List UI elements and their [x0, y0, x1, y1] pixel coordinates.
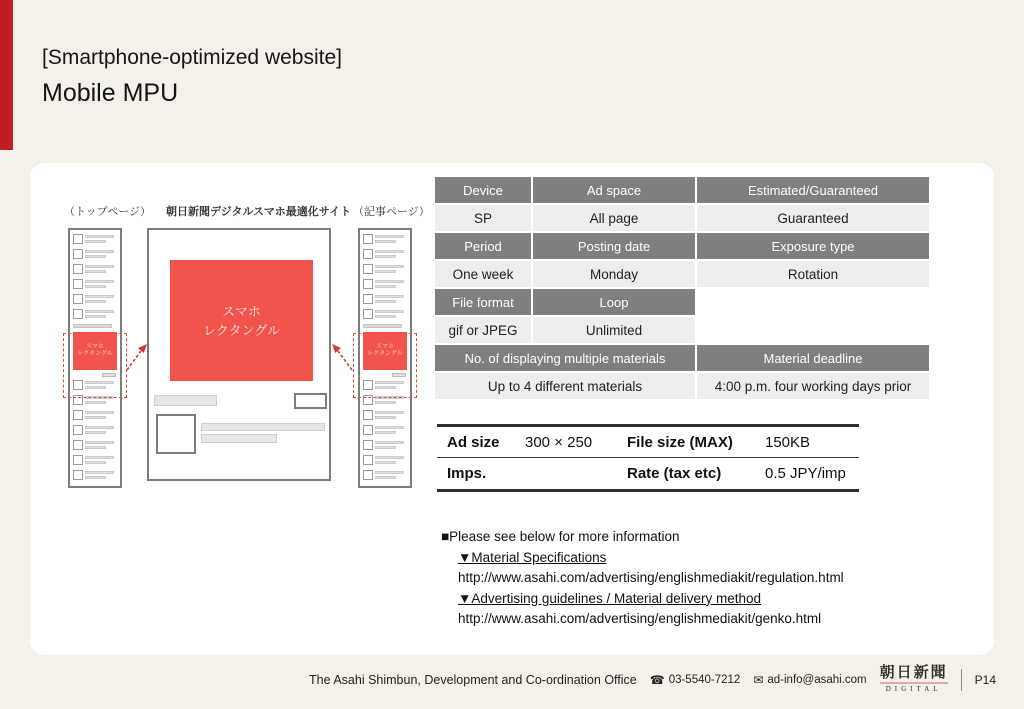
- wireframe-thumb-square: [363, 470, 373, 480]
- spec-value-cell: SP: [435, 205, 531, 231]
- mobile-rectangle-ad-center: [170, 260, 313, 381]
- wireframe-text-lines: [375, 294, 407, 303]
- wireframe-small-bar: [392, 373, 406, 377]
- label-article-page: （記事ページ）: [353, 206, 430, 218]
- wireframe-text-lines: [85, 440, 117, 449]
- wireframe-small-bar: [102, 373, 116, 377]
- ad-label-line2: レクタングル: [77, 351, 113, 357]
- spec-value-cell: Unlimited: [533, 317, 695, 343]
- wireframe-list-item: [363, 247, 407, 262]
- wireframe-text-lines: [375, 309, 407, 318]
- spec-value-cell: gif or JPEG: [435, 317, 531, 343]
- wireframe-section-bar: [363, 324, 402, 328]
- wireframe-list-item: [363, 262, 407, 277]
- advertising-guidelines-link[interactable]: ▼Advertising guidelines / Material delivery method: [458, 590, 762, 606]
- wireframe-list-item: [73, 408, 117, 423]
- wireframe-list-item: [73, 262, 117, 277]
- title-subtitle: [Smartphone-optimized website]: [42, 46, 342, 69]
- wireframe-list-item: [363, 468, 407, 483]
- wireframe-thumb-square: [363, 410, 373, 420]
- ad-label-line1: スマホ: [86, 344, 104, 350]
- footer: [309, 666, 996, 693]
- spec-value-cell: One week: [435, 261, 531, 287]
- spec-header-cell: No. of displaying multiple materials: [435, 345, 695, 371]
- mobile-rectangle-ad-right: [363, 332, 407, 370]
- price-label: Imps.: [447, 465, 487, 482]
- advertising-guidelines-url[interactable]: http://www.asahi.com/advertising/englishmediakit/genko.html: [458, 611, 822, 626]
- wireframe-text-lines: [85, 234, 117, 243]
- wireframe-thumb-square: [73, 470, 83, 480]
- wireframe-text-lines: [85, 470, 117, 479]
- wireframe-text-lines: [85, 455, 117, 464]
- wireframe-thumb-square: [73, 264, 83, 274]
- spec-value-cell: Rotation: [697, 261, 929, 287]
- wireframe-button-box: [294, 393, 327, 409]
- wireframe-thumb-square: [363, 380, 373, 390]
- wireframe-thumb-square: [73, 249, 83, 259]
- wireframe-list-item: [73, 438, 117, 453]
- wireframe-thumb-square: [363, 279, 373, 289]
- wireframe-text-lines: [85, 395, 117, 404]
- wireframe-text-lines: [375, 264, 407, 273]
- wireframe-text-lines: [375, 395, 407, 404]
- wireframe-text-lines: [85, 294, 117, 303]
- wireframe-list-item: [363, 408, 407, 423]
- wireframe-list: [73, 378, 117, 483]
- ad-label-line1: スマホ: [222, 303, 261, 319]
- logo-sub-text: DIGITAL: [885, 685, 942, 693]
- wireframe-list-item: [363, 232, 407, 247]
- wireframe-thumb-square: [363, 425, 373, 435]
- wireframe-list-item: [73, 277, 117, 292]
- ad-label-line1: スマホ: [376, 344, 394, 350]
- spec-value-cell: Up to 4 different materials: [435, 373, 695, 399]
- phone-icon: ☎: [649, 672, 665, 687]
- wireframe-list-item: [363, 393, 407, 408]
- wireframe-list-item: [363, 423, 407, 438]
- material-specifications-url[interactable]: http://www.asahi.com/advertising/englishmediakit/regulation.html: [458, 570, 844, 585]
- wireframe-text-lines: [375, 410, 407, 419]
- info-heading: ■Please see below for more information: [441, 529, 680, 544]
- wireframe-text-lines: [85, 425, 117, 434]
- wireframe-text-lines: [85, 279, 117, 288]
- wireframe-thumb-square: [73, 279, 83, 289]
- asahi-shimbun-digital-logo: [880, 666, 948, 693]
- price-value: 150KB: [765, 433, 811, 451]
- accent-bar: [0, 0, 13, 150]
- wireframe-list-item: [73, 378, 117, 393]
- wireframe-thumb-square: [363, 455, 373, 465]
- wireframe-section-bar: [73, 324, 112, 328]
- wireframe-list-item: [363, 438, 407, 453]
- spec-header-cell: Device: [435, 177, 531, 203]
- wireframe-article-page: [358, 228, 412, 488]
- wireframe-text-lines: [85, 264, 117, 273]
- wireframe-list-item: [73, 393, 117, 408]
- spec-header-cell: Material deadline: [697, 345, 929, 371]
- wireframe-bar: [201, 423, 325, 431]
- footer-office-name: The Asahi Shimbun, Development and Co-ordination Office: [309, 672, 637, 687]
- page-number: P14: [974, 672, 996, 687]
- email-address[interactable]: ad-info@asahi.com: [767, 673, 867, 686]
- wireframe-list-item: [73, 247, 117, 262]
- wireframe-text-lines: [85, 410, 117, 419]
- label-site-title: 朝日新聞デジタルスマホ最適化サイト: [166, 206, 352, 218]
- page-title: [42, 42, 342, 112]
- wireframe-list-item: [363, 378, 407, 393]
- wireframe-thumb-square: [363, 309, 373, 319]
- wireframe-list-item: [73, 232, 117, 247]
- mail-icon: ✉: [753, 672, 764, 687]
- wireframe-thumbnail-box: [156, 414, 196, 454]
- wireframe-thumb-square: [363, 294, 373, 304]
- spec-header-cell: File format: [435, 289, 531, 315]
- wireframe-thumb-square: [73, 395, 83, 405]
- phone-number: 03-5540-7212: [668, 673, 741, 686]
- wireframe-text-lines: [85, 380, 117, 389]
- price-label: File size (MAX): [627, 433, 733, 451]
- spec-header-cell: Loop: [533, 289, 695, 315]
- wireframe-thumb-square: [363, 395, 373, 405]
- wireframe-list-item: [73, 292, 117, 307]
- wireframe-list-item: [73, 453, 117, 468]
- footer-divider: [961, 669, 962, 691]
- wireframe-thumb-square: [73, 380, 83, 390]
- wireframe-thumb-square: [73, 425, 83, 435]
- wireframe-list-item: [73, 468, 117, 483]
- wireframe-content: [363, 232, 407, 484]
- wireframe-optimized-site: [147, 228, 331, 481]
- wireframe-thumb-square: [73, 410, 83, 420]
- wireframe-list: [363, 378, 407, 483]
- wireframe-text-lines: [85, 309, 117, 318]
- wireframe-text-lines: [375, 380, 407, 389]
- spec-header-cell: Exposure type: [697, 233, 929, 259]
- spec-value-cell: Guaranteed: [697, 205, 929, 231]
- wireframe-text-lines: [375, 455, 407, 464]
- price-value: 300 × 250: [525, 433, 593, 451]
- ad-label-line2: レクタングル: [367, 351, 403, 357]
- price-label: Rate (tax etc): [627, 465, 722, 482]
- arrow-left-to-center-icon: [123, 340, 151, 374]
- wireframe-text-lines: [375, 234, 407, 243]
- spec-header-cell: Posting date: [533, 233, 695, 259]
- wireframe-list-item: [363, 453, 407, 468]
- wireframe-thumb-square: [73, 294, 83, 304]
- price-table-row: [437, 427, 859, 458]
- footer-phone: [650, 673, 741, 687]
- material-specifications-link[interactable]: ▼Material Specifications: [458, 549, 607, 565]
- wireframe-list-item: [73, 423, 117, 438]
- wireframe-thumb-square: [73, 234, 83, 244]
- spec-header-cell: Period: [435, 233, 531, 259]
- spec-header-cell: Estimated/Guaranteed: [697, 177, 929, 203]
- wireframe-text-lines: [375, 440, 407, 449]
- wireframe-thumb-square: [73, 455, 83, 465]
- wireframe-thumb-square: [363, 440, 373, 450]
- title-main: Mobile MPU: [42, 79, 179, 107]
- wireframe-thumb-square: [363, 264, 373, 274]
- spec-empty-cell: [697, 317, 929, 343]
- logo-main-text: 朝日新聞: [880, 666, 948, 684]
- label-top-page: （トップページ）: [64, 206, 152, 218]
- spec-empty-cell: [697, 289, 929, 315]
- wireframe-text-lines: [375, 279, 407, 288]
- wireframe-list-item: [363, 292, 407, 307]
- wireframe-thumb-square: [73, 440, 83, 450]
- wireframe-list: [73, 232, 117, 322]
- arrow-right-to-center-icon: [328, 340, 356, 374]
- wireframe-list-item: [363, 277, 407, 292]
- wireframe-thumb-square: [363, 249, 373, 259]
- spec-table: [435, 177, 929, 399]
- wireframe-content: [73, 232, 117, 484]
- wireframe-bar: [201, 434, 277, 443]
- spec-value-cell: Monday: [533, 261, 695, 287]
- mobile-rectangle-ad-left: [73, 332, 117, 370]
- wireframe-bar: [154, 395, 217, 406]
- wireframe-top-page: [68, 228, 122, 488]
- wireframe-text-lines: [375, 425, 407, 434]
- wireframe-text-lines: [85, 249, 117, 258]
- ad-label-line2: レクタングル: [203, 322, 280, 338]
- wireframe-thumb-square: [363, 234, 373, 244]
- price-value: 0.5 JPY/imp: [765, 465, 846, 482]
- spec-value-cell: 4:00 p.m. four working days prior: [697, 373, 929, 399]
- wireframe-text-lines: [375, 249, 407, 258]
- spec-header-cell: Ad space: [533, 177, 695, 203]
- footer-email: [753, 673, 866, 687]
- wireframe-thumb-square: [73, 309, 83, 319]
- wireframe-text-lines: [375, 470, 407, 479]
- wireframe-list-item: [73, 307, 117, 322]
- more-information: [441, 527, 844, 630]
- price-table-row: [437, 458, 859, 489]
- wireframe-list: [363, 232, 407, 322]
- price-table: [437, 424, 859, 492]
- spec-value-cell: All page: [533, 205, 695, 231]
- ad-slot: [363, 329, 407, 378]
- price-label: Ad size: [447, 433, 500, 451]
- ad-slot: [73, 329, 117, 378]
- wireframe-list-item: [363, 307, 407, 322]
